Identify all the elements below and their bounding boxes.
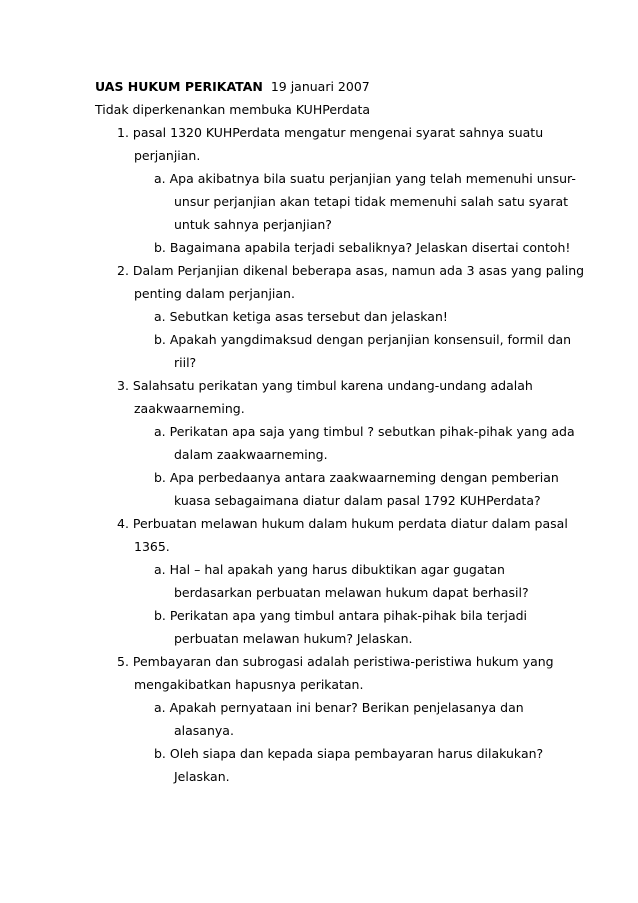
question-3b-line-1: b. Apa perbedaanya antara zaakwaarneming dengan pemberian [154,470,559,485]
question-1b-line-1: b. Bagaimana apabila terjadi sebaliknya? Jelaskan disertai contoh! [154,240,571,255]
question-2a-line-1: a. Sebutkan ketiga asas tersebut dan jelaskan! [154,309,448,324]
question-2-line-2: penting dalam perjanjian. [134,286,295,301]
question-4b-line-2: perbuatan melawan hukum? Jelaskan. [174,631,413,646]
question-1-line-2: perjanjian. [134,148,201,163]
question-2b-line-1: b. Apakah yangdimaksud dengan perjanjian konsensuil, formil dan [154,332,572,347]
question-5-line-1: 5. Pembayaran dan subrogasi adalah peristiwa-peristiwa hukum yang [117,654,554,669]
question-5a-line-1: a. Apakah pernyataan ini benar? Berikan penjelasanya dan [154,700,524,715]
header-line [95,79,370,95]
question-4a-line-2: berdasarkan perbuatan melawan hukum dapat berhasil? [174,585,529,600]
question-1-line-1: 1. pasal 1320 KUHPerdata mengatur mengenai syarat sahnya suatu [117,125,544,140]
question-3b-line-2: kuasa sebagaimana diatur dalam pasal 1792 KUHPerdata? [174,493,541,508]
question-3-line-1: 3. Salahsatu perikatan yang timbul karena undang-undang adalah [117,378,533,393]
exam-note: Tidak diperkenankan membuka KUHPerdata [95,102,371,117]
question-2-line-1: 2. Dalam Perjanjian dikenal beberapa asas, namun ada 3 asas yang paling [117,263,585,278]
exam-title: UAS HUKUM PERIKATAN [95,79,263,94]
question-1a-line-2: unsur perjanjian akan tetapi tidak memenuhi salah satu syarat [174,194,569,209]
question-3-line-2: zaakwaarneming. [134,401,245,416]
question-3a-line-1: a. Perikatan apa saja yang timbul ? sebutkan pihak-pihak yang ada [154,424,575,439]
question-1a-line-1: a. Apa akibatnya bila suatu perjanjian yang telah memenuhi unsur- [154,171,576,186]
question-5b-line-2: Jelaskan. [174,769,230,784]
question-5-line-2: mengakibatkan hapusnya perikatan. [134,677,364,692]
question-3a-line-2: dalam zaakwaarneming. [174,447,328,462]
question-5a-line-2: alasanya. [174,723,234,738]
question-4-line-1: 4. Perbuatan melawan hukum dalam hukum perdata diatur dalam pasal [117,516,568,531]
question-5b-line-1: b. Oleh siapa dan kepada siapa pembayaran harus dilakukan? [154,746,544,761]
question-2b-line-2: riil? [174,355,197,370]
question-4-line-2: 1365. [134,539,170,554]
exam-date: 19 januari 2007 [270,79,370,94]
question-4b-line-1: b. Perikatan apa yang timbul antara pihak-pihak bila terjadi [154,608,528,623]
question-4a-line-1: a. Hal – hal apakah yang harus dibuktikan agar gugatan [154,562,505,577]
question-1a-line-3: untuk sahnya perjanjian? [174,217,332,232]
